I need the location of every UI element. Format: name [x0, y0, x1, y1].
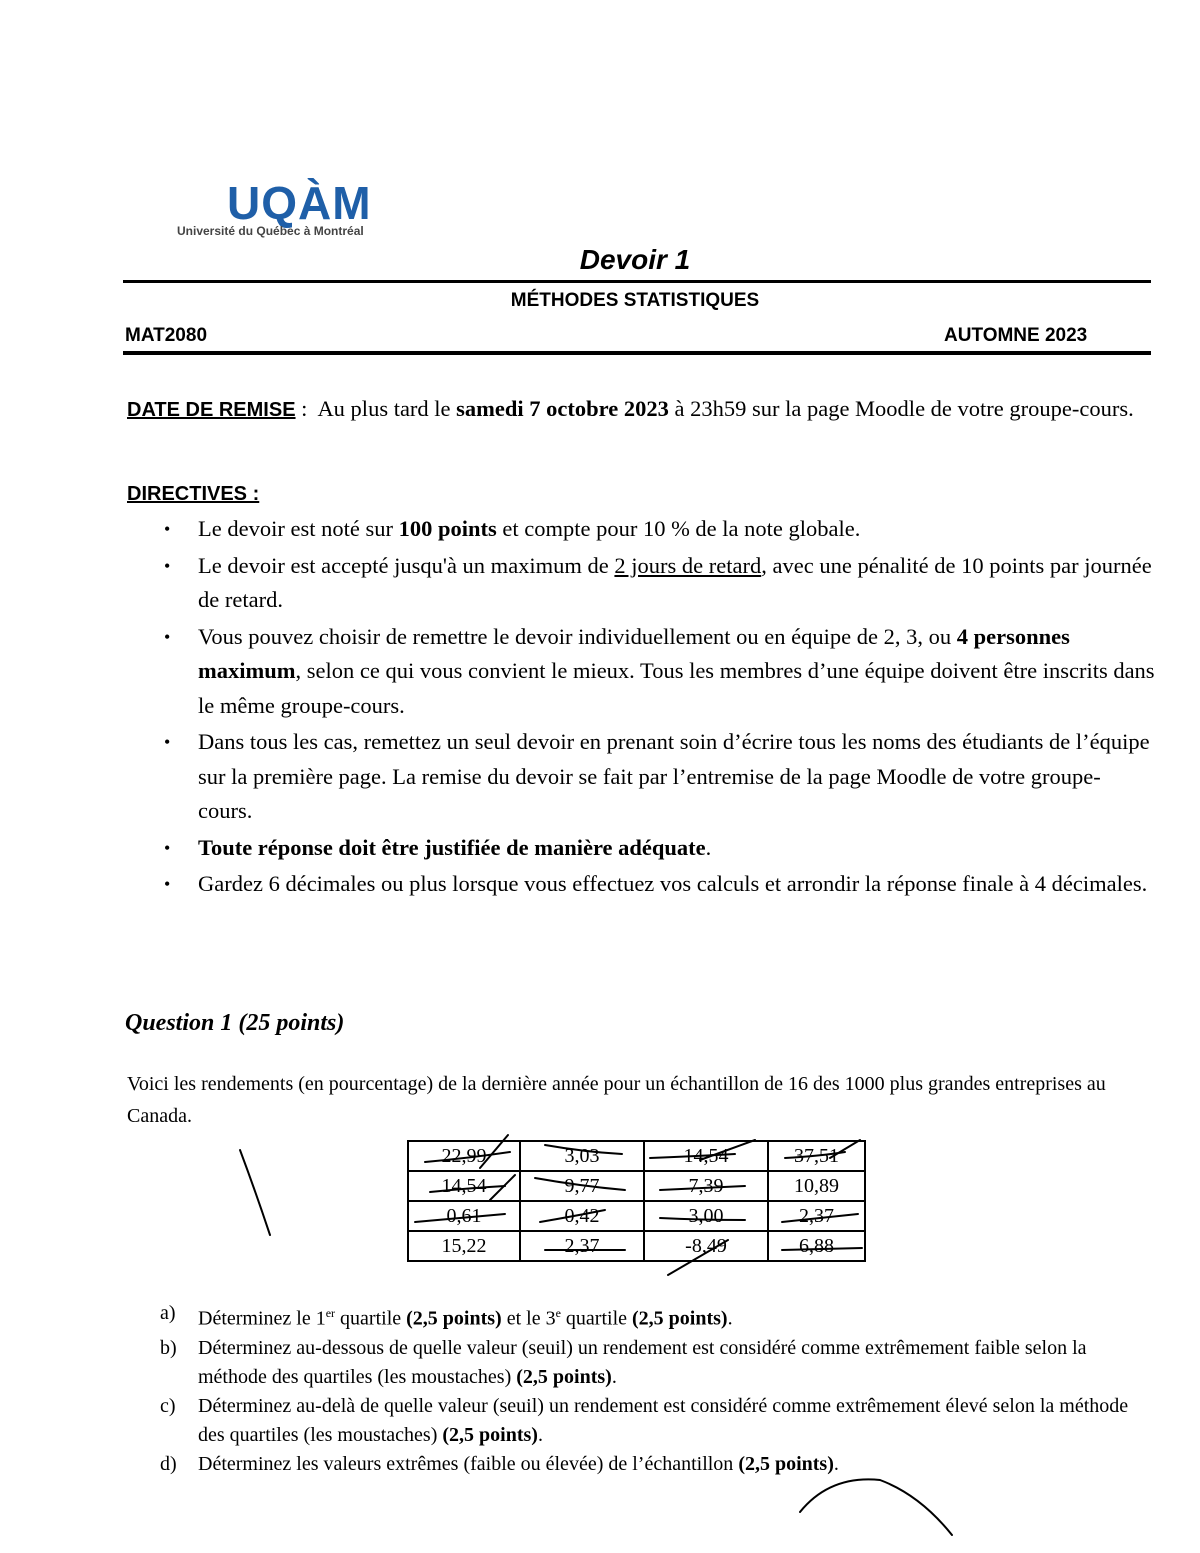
question-1-parts — [160, 1299, 1140, 1479]
table-cell: 0,42 — [520, 1201, 644, 1231]
points-label: (2,5 points) — [406, 1307, 502, 1330]
question-1-title: Question 1 (25 points) — [125, 1010, 345, 1036]
text: . — [611, 1365, 617, 1388]
uqam-logo-subtitle: Université du Québec à Montréal — [177, 224, 364, 238]
bullet-icon: • — [164, 732, 171, 752]
bold-text: Toute réponse doit être justifiée de manière adéquate — [198, 834, 706, 860]
due-date-text2: à 23h59 sur la page Moodle de votre groupe-cours. — [668, 396, 1134, 421]
table-cell: 10,89 — [768, 1171, 865, 1201]
table-cell: 2,37 — [520, 1231, 644, 1261]
table-cell: 14,54 — [408, 1171, 520, 1201]
pen-stroke — [782, 1214, 858, 1222]
points-label: (2,5 points) — [738, 1452, 834, 1475]
table-cell: 15,22 — [408, 1231, 520, 1261]
pen-stroke — [700, 1140, 755, 1160]
table-cell: 2,37 — [768, 1201, 865, 1231]
bullet-icon: • — [164, 874, 171, 894]
bold-text: 4 personnes maximum — [198, 623, 1070, 683]
question-1-intro: Voici les rendements (en pourcentage) de la dernière année pour un échantillon de 16 des 1000 plus grandes entreprises au Canada. — [127, 1073, 1106, 1127]
course-subtitle: MÉTHODES STATISTIQUES — [510, 290, 760, 311]
text: Déterminez au-delà de quelle valeur (seuil) un rendement est considéré comme extrêmement élevé selon la méthode des quartiles (les moustaches) — [198, 1394, 1129, 1446]
points-label: (2,5 points) — [516, 1365, 612, 1388]
pen-stroke — [545, 1145, 622, 1154]
part-marker: d) — [160, 1452, 177, 1475]
due-date-bold: samedi 7 octobre 2023 — [456, 396, 669, 421]
pen-stroke — [650, 1154, 735, 1158]
text: . — [705, 834, 712, 860]
text: Dans tous les cas, remettez un seul devoir en prenant soin d’écrire tous les noms des étudiants de l’équipe sur la première page. La remise du devoir se fait par l’entremise de la page Moodle de votre groupe-cours. — [198, 729, 1150, 823]
part-marker: a) — [160, 1302, 176, 1324]
pen-stroke — [800, 1479, 952, 1535]
due-date-text1: Au plus tard le — [317, 396, 457, 421]
table-cell: 14,54 — [644, 1141, 768, 1171]
table-cell: 3,00 — [644, 1201, 768, 1231]
text: . — [833, 1452, 839, 1475]
due-date-label: DATE DE REMISE — [127, 399, 296, 421]
superscript: e — [555, 1306, 561, 1320]
text: et compte pour 10 % de la note globale. — [496, 516, 861, 541]
uqam-logo: UQÀM — [227, 177, 372, 229]
text: Le devoir est noté sur — [198, 516, 399, 541]
text: Le devoir est accepté jusqu'à un maximum de — [198, 552, 615, 578]
underlined-text: 2 jours de retard — [614, 552, 762, 578]
pen-stroke — [782, 1248, 862, 1250]
pen-stroke — [830, 1140, 860, 1158]
table-cell: 22,99 — [408, 1141, 520, 1171]
table-cell: -8,49 — [644, 1231, 768, 1261]
page-title: Devoir 1 — [579, 244, 691, 275]
text: Vous pouvez choisir de remettre le devoir individuellement ou en équipe de 2, 3, ou — [198, 623, 957, 649]
table-cell: 9,77 — [520, 1171, 644, 1201]
bullet-icon: • — [164, 555, 171, 576]
pen-stroke — [660, 1218, 745, 1220]
text: , avec une pénalité de 10 points par journée de retard. — [198, 552, 1152, 612]
points-label: (2,5 points) — [632, 1307, 728, 1330]
table-cell: 0,61 — [408, 1201, 520, 1231]
list-item — [160, 1392, 1140, 1450]
pen-stroke — [415, 1214, 505, 1222]
table-cell: 37,51 — [768, 1141, 865, 1171]
table-cell: 7,39 — [644, 1171, 768, 1201]
pen-stroke — [540, 1210, 605, 1222]
part-marker: c) — [160, 1394, 176, 1417]
bullet-icon: • — [164, 626, 171, 647]
text: . — [727, 1307, 733, 1330]
points-label: (2,5 points) — [442, 1423, 538, 1446]
list-item — [160, 1450, 1140, 1479]
table-cell: 6,88 — [768, 1231, 865, 1261]
text: Gardez 6 décimales ou plus lorsque vous effectuez vos calculs et arrondir la réponse finale à 4 décimales. — [198, 871, 1148, 896]
list-item — [160, 1334, 1140, 1392]
superscript: er — [325, 1306, 336, 1320]
pen-stroke — [480, 1135, 508, 1168]
pen-stroke — [430, 1186, 505, 1192]
pen-stroke — [240, 1150, 270, 1235]
bullet-icon: • — [164, 837, 171, 858]
pen-stroke — [660, 1186, 745, 1190]
pen-stroke — [425, 1152, 510, 1162]
pen-stroke — [668, 1240, 728, 1275]
text: quartile — [560, 1307, 633, 1330]
list-item — [160, 1299, 1140, 1334]
directives-label: DIRECTIVES : — [127, 483, 260, 505]
pen-stroke — [535, 1178, 625, 1190]
text: Déterminez au-dessous de quelle valeur (seuil) un rendement est considéré comme extrêmement faible selon la méthode des quartiles (les moustaches) — [198, 1336, 1087, 1388]
part-marker: b) — [160, 1336, 177, 1359]
text: Déterminez les valeurs extrêmes (faible ou élevée) de l’échantillon — [198, 1452, 739, 1475]
table-cell: 3,03 — [520, 1141, 644, 1171]
bold-text: 100 points — [398, 516, 497, 541]
course-term: AUTOMNE 2023 — [944, 325, 1088, 346]
text: , selon ce qui vous convient le mieux. Tous les membres d’une équipe doivent être inscrits dans le même groupe-cours. — [198, 658, 1155, 718]
text: . — [537, 1423, 543, 1446]
text: Déterminez le 1 — [198, 1307, 326, 1330]
due-date-sep: : — [295, 396, 318, 421]
bullet-icon: • — [164, 519, 171, 539]
text: et le 3 — [501, 1307, 556, 1330]
text: quartile — [335, 1307, 407, 1330]
course-code: MAT2080 — [125, 325, 208, 346]
